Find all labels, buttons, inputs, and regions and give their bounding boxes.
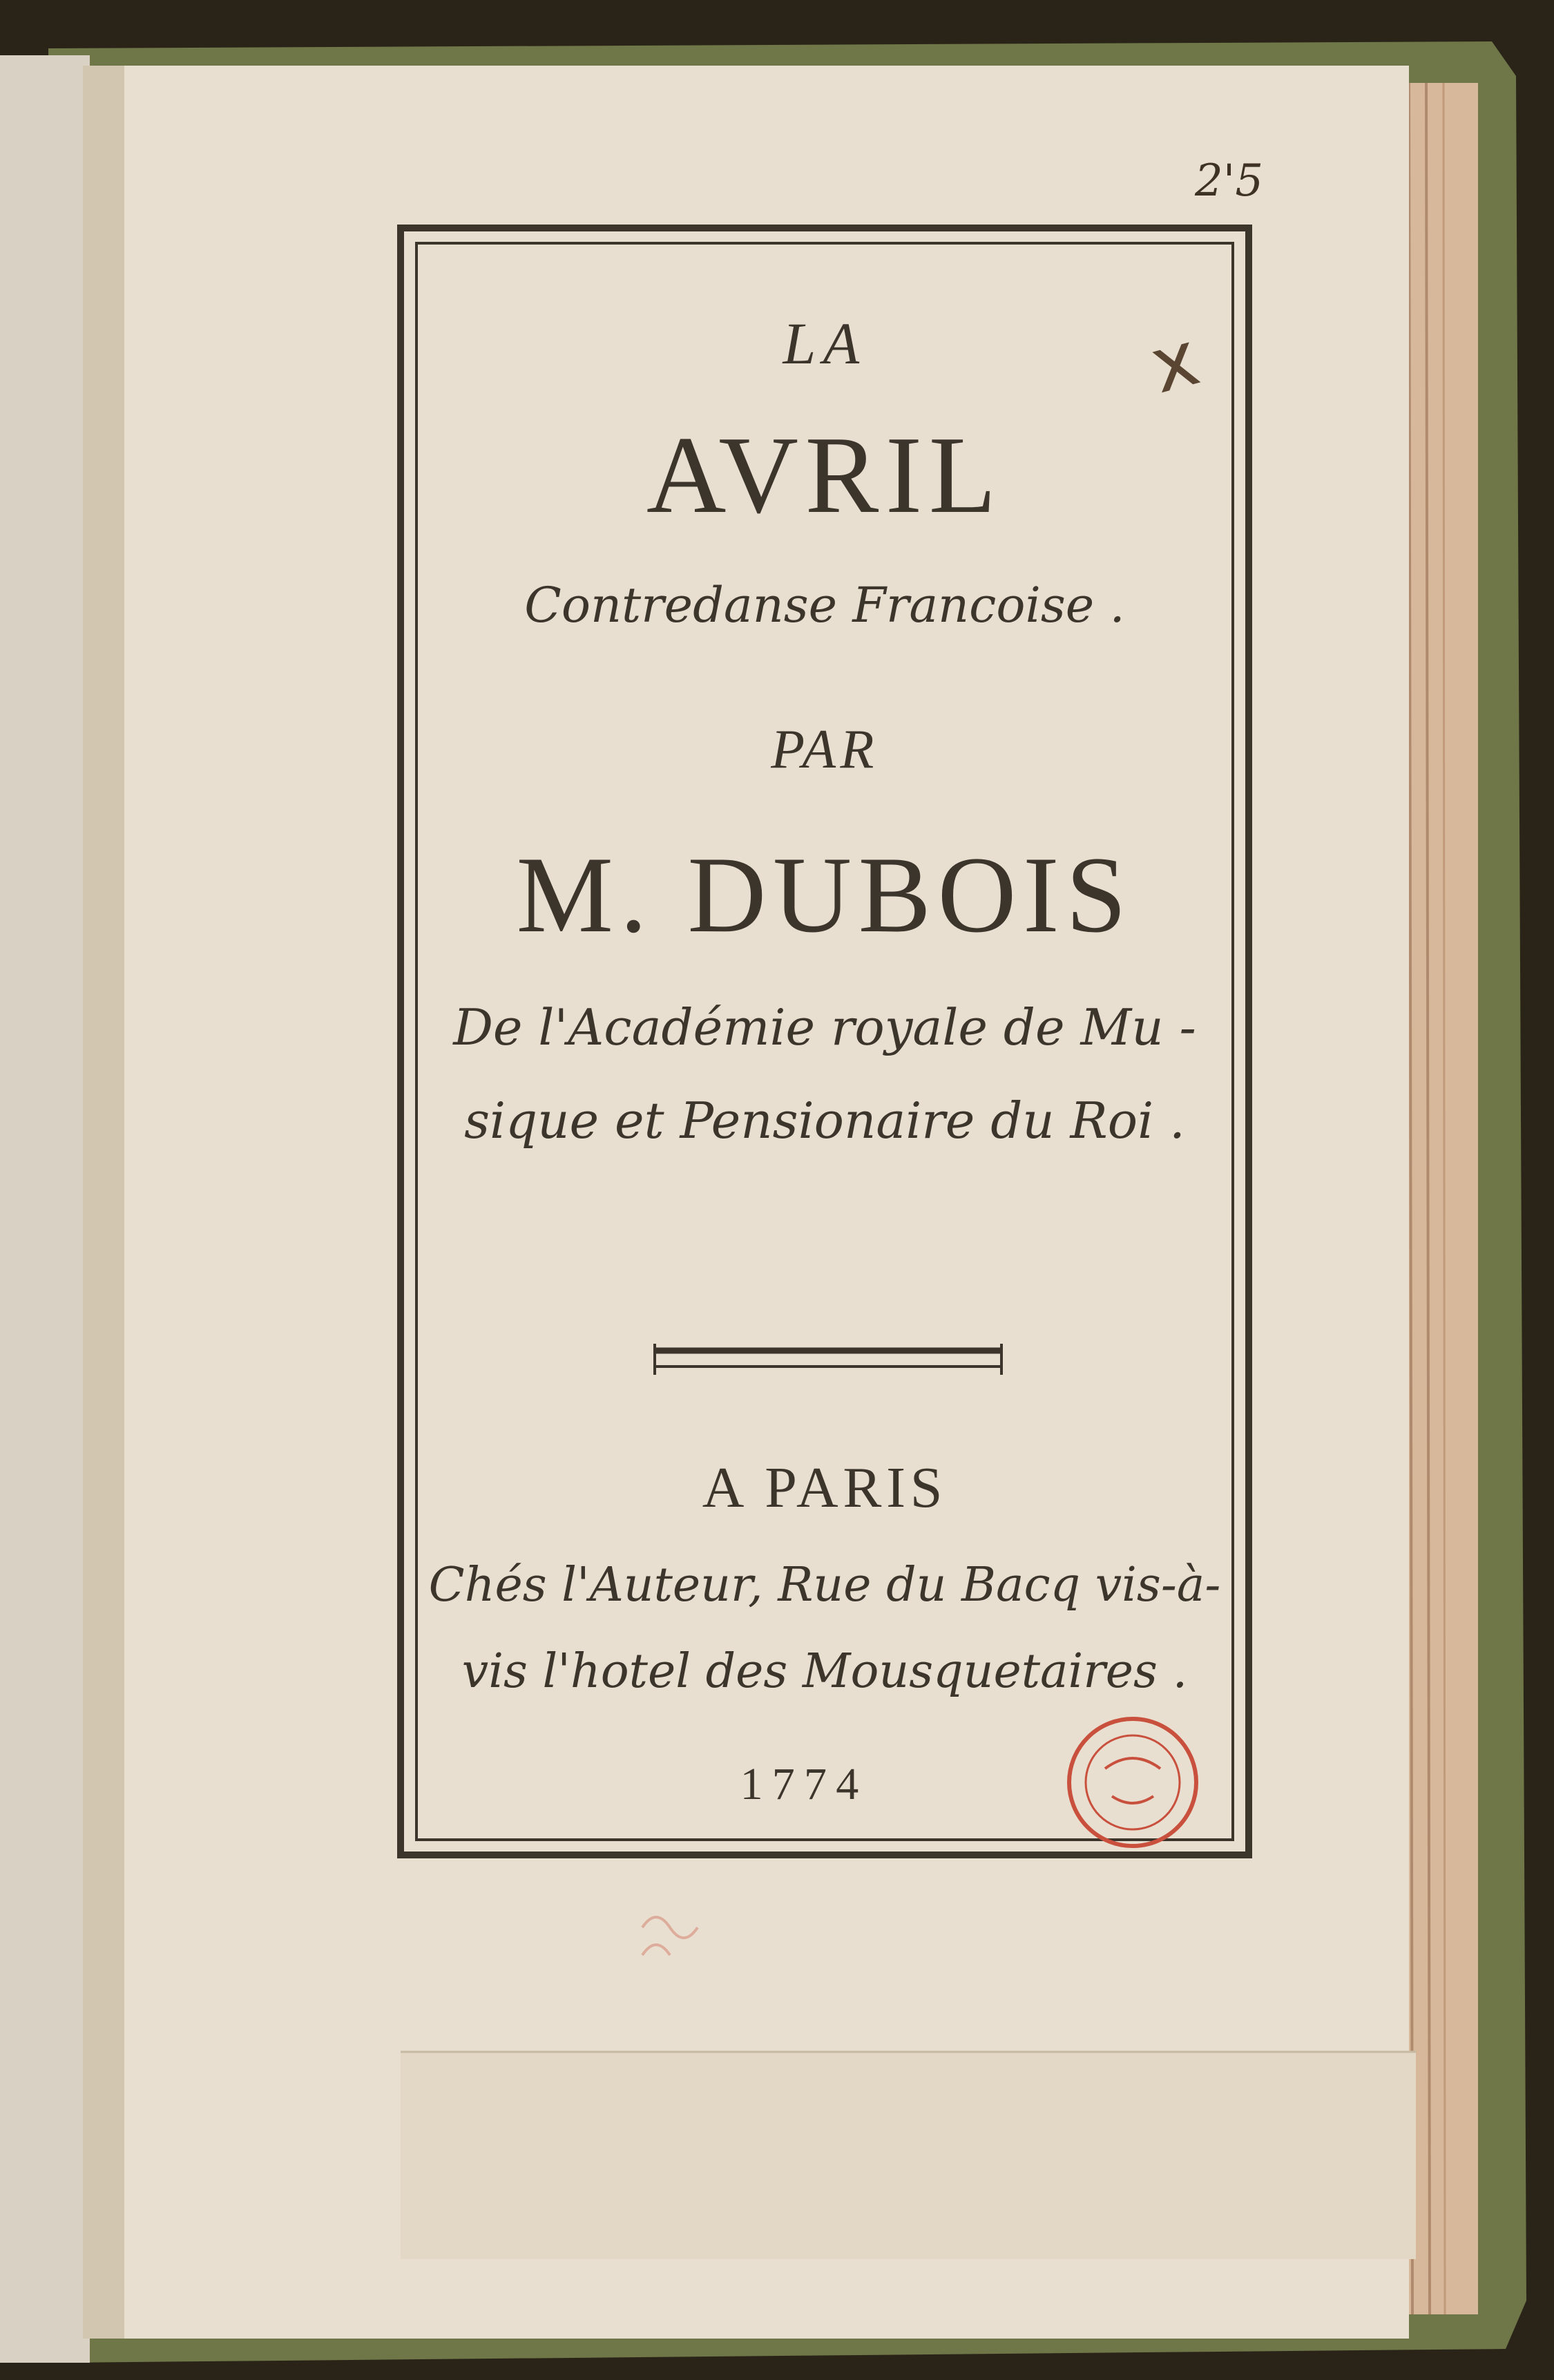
affiliation-line-1: De l'Académie royale de Mu - bbox=[453, 998, 1196, 1056]
title-page-text-block bbox=[404, 231, 1245, 1851]
byline-par: PAR bbox=[771, 719, 879, 780]
imprint-year: 1774 bbox=[740, 1759, 868, 1809]
page-number-annotation: 2'5 bbox=[1195, 155, 1264, 207]
address-line-2: vis l'hotel des Mousquetaires . bbox=[461, 1644, 1188, 1699]
affiliation-line-2: sique et Pensionaire du Roi . bbox=[464, 1092, 1185, 1150]
imprint-place: A PARIS bbox=[702, 1456, 948, 1520]
paper-tab-strip bbox=[401, 2052, 1416, 2259]
subtitle: Contredanse Francoise . bbox=[524, 577, 1125, 634]
title: AVRIL bbox=[646, 413, 1004, 536]
marginal-x-mark: x bbox=[1141, 313, 1208, 411]
left-page-strip bbox=[0, 55, 90, 2363]
title-article: LA bbox=[783, 310, 867, 377]
address-line-1: Chés l'Auteur, Rue du Bacq vis-à- bbox=[428, 1558, 1221, 1612]
author: M. DUBOIS bbox=[516, 835, 1133, 955]
